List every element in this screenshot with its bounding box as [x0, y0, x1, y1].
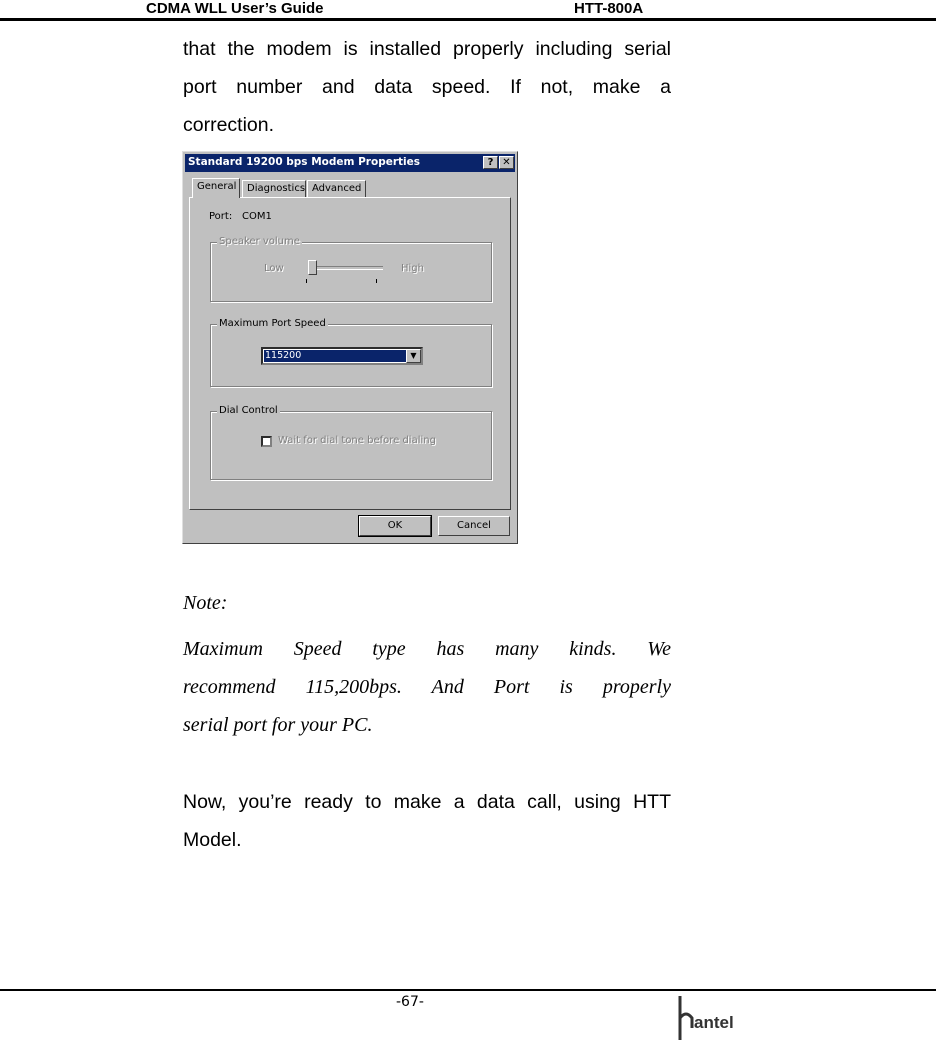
- port-speed-select[interactable]: [261, 347, 423, 365]
- volume-low-label: Low: [264, 263, 284, 274]
- page-header: [0, 0, 938, 22]
- close-button[interactable]: ✕: [499, 156, 514, 169]
- tab-diagnostics[interactable]: Diagnostics: [242, 180, 306, 197]
- footer-rule: [0, 989, 936, 991]
- page-number: -67-: [396, 994, 424, 1010]
- header-model: HTT-800A: [574, 0, 644, 17]
- dialog-title: Standard 19200 bps Modem Properties: [188, 156, 421, 168]
- closing-paragraph: [183, 783, 671, 859]
- closing-line: Model.: [183, 829, 242, 851]
- note-title: Note:: [183, 592, 228, 614]
- speaker-volume-group: [210, 236, 492, 302]
- volume-tick: [376, 279, 377, 283]
- note-line: recommend 115,200bps. And Port is properly: [183, 676, 671, 698]
- speaker-volume-caption: Speaker volume: [219, 236, 300, 247]
- intro-line: port number and data speed. If not, make a: [183, 76, 671, 98]
- intro-paragraph: [183, 30, 671, 144]
- svg-text:antel: antel: [694, 1013, 734, 1032]
- volume-high-label: High: [401, 263, 424, 274]
- hantel-logo: [672, 994, 762, 1040]
- dial-control-caption: Dial Control: [219, 405, 278, 416]
- general-tab-panel: [189, 197, 511, 510]
- dial-control-group: [210, 405, 492, 480]
- tab-general[interactable]: General: [192, 178, 240, 198]
- port-value: COM1: [242, 211, 272, 222]
- port-speed-value: 115200: [264, 350, 406, 362]
- intro-line: that the modem is installed properly including serial: [183, 38, 671, 60]
- ok-button[interactable]: OK: [359, 516, 431, 536]
- closing-line: Now, you’re ready to make a data call, using HTT: [183, 791, 671, 813]
- volume-slider-thumb[interactable]: [308, 260, 317, 275]
- header-title: CDMA WLL User’s Guide: [146, 0, 324, 17]
- wait-dial-tone-checkbox[interactable]: [261, 436, 272, 447]
- modem-properties-dialog: [182, 151, 518, 544]
- volume-tick: [306, 279, 307, 283]
- max-port-speed-caption: Maximum Port Speed: [219, 318, 326, 329]
- wait-dial-tone-label[interactable]: Wait for dial tone before dialing: [278, 435, 436, 446]
- max-port-speed-group: [210, 318, 492, 387]
- port-label: Port:: [209, 211, 233, 222]
- help-button[interactable]: ?: [483, 156, 498, 169]
- tab-advanced[interactable]: Advanced: [307, 180, 366, 197]
- volume-slider-track[interactable]: [313, 266, 383, 270]
- header-rule: [0, 18, 936, 21]
- note-line: serial port for your PC.: [183, 714, 373, 736]
- intro-line: correction.: [183, 114, 275, 136]
- note-line: Maximum Speed type has many kinds. We: [183, 638, 671, 660]
- cancel-button[interactable]: Cancel: [438, 516, 510, 536]
- note-body: [183, 630, 671, 744]
- chevron-down-icon[interactable]: ▼: [406, 349, 421, 363]
- dialog-titlebar: [185, 154, 515, 172]
